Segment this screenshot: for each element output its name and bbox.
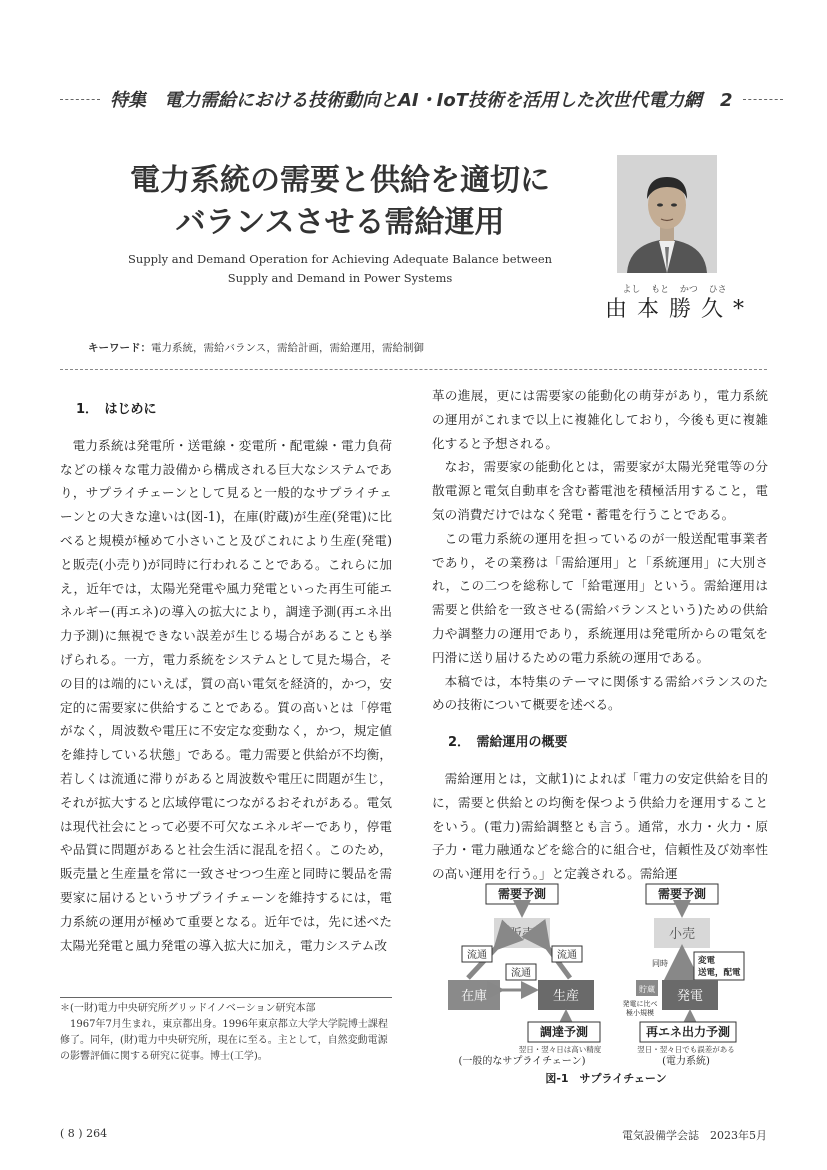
column-right (432, 384, 768, 886)
keywords-list: 電力系統，需給バランス，需給計画，需給運用，需給制御 (151, 342, 424, 354)
left-demand-forecast: 需要予測 (497, 887, 547, 901)
ruby-4: ひさ (708, 285, 727, 295)
right-re-note: 翌日・翌々日でも誤差がある (637, 1045, 735, 1054)
paragraph: 電力系統は発電所・送電線・変電所・配電線・電力負荷などの様々な電力設備から構成される巨大なシステムであり，サプライチェーンとして見ると一般的なサプライチェーンとの大きな違いは(図-1)，在庫(貯蔵)が生産(発電)に比べると規模が極めて小さいこと及びこれにより生産(発電)と販売(小売り)が同時に行われることである。これらに加え，近年では，太陽光発電や風力発電といった再生可能エネルギー(再エネ)の導入の拡大により，調達予測(再エネ出力予測)に無視できない誤差が生じる場合があることも挙げられる。一方，電力系統をシステムとして見た場合，その目的は端的にいえば，質の高い電気を経済的，かつ，安定的に需要家に供給することである。質の高いとは「停電がなく，周波数や電圧に不安定な変動なく，かつ，規定値を維持している状態」である。電力需要と供給が不均衡，若しくは流通に滞りがあると周波数や電圧に問題が生じ，それが拡大すると広域停電につながるおそれがある。電気は現代社会にとって必要不可欠なエネルギーであり，停電や品質に問題があると社会生活に混乱を招く。このため，販売量と生産量を常に一致させつつ生産と同時に製品を需要家に届けるというサプライチェーンを維持するには，電力系統の運用が極めて重要となる。近年では，先に述べた太陽光発電と風力発電の導入拡大に加え，電力システム改 (60, 437, 392, 953)
right-storage: 貯蔵 (639, 985, 655, 994)
ruby-3: かつ (679, 285, 698, 295)
left-flow-1: 流通 (467, 950, 487, 961)
right-retail: 小売 (668, 927, 696, 942)
journal-name: 電気設備学会誌 2023年5月 (622, 1129, 767, 1142)
ruby-1: よし (622, 285, 641, 295)
author-photo (617, 155, 717, 273)
title-line2: バランスさせる需給運用 (175, 205, 505, 240)
paragraph: なお，需要家の能動化とは，需要家が太陽光発電等の分散電源と電気自動車を含む蓄電池を積極活用すること，電気の消費だけではなく発電・蓄電を行うことである。 (432, 459, 768, 522)
footnote (60, 1001, 392, 1065)
right-storage-note-1: 発電に比べ (622, 1000, 658, 1008)
page-number: ( 8 ) 264 (60, 1127, 108, 1140)
left-production: 生産 (552, 989, 580, 1004)
left-sales: 販売 (508, 927, 536, 942)
section-1-heading: 1． はじめに (76, 402, 157, 417)
left-flow-2: 流通 (557, 950, 577, 961)
column-left (60, 398, 392, 957)
author-name: 由本勝久* (605, 297, 755, 322)
left-procurement-note: 翌日・翌々日は高い精度 (518, 1045, 602, 1054)
footnote-bio: 1967年7月生まれ，東京都出身。1996年東京都立大学大学院博士課程修了。同年，(財)電力中央研究所，現在に至る。主として，自然変動電源の影響評価に関する研究に従事。博士(工学)。 (60, 1019, 388, 1062)
title-line1: 電力系統の需要と供給を適切に (130, 163, 550, 198)
right-generation: 発電 (676, 989, 704, 1004)
article-title (95, 160, 585, 244)
series-title: 特集 電力需給における技術動向とAI・IoT技術を活用した次世代電力網 2 (110, 90, 733, 111)
right-transform-note-2: 送電，配電 (698, 968, 741, 978)
right-label: (電力系統) (662, 1056, 710, 1067)
english-subtitle: Supply and Demand Operation for Achieving Adequate Balance between Supply and Demand in Power Systems (127, 252, 553, 285)
paragraph: 本稿では，本特集のテーマに関係する需給バランスのための技術について概要を述べる。 (432, 673, 768, 713)
paragraph-continued: 革の進展，更には需要家の能動化の萌芽があり，電力系統の運用がこれまで以上に複雑化しており，今後も更に複雑化すると予想される。 (432, 388, 768, 451)
footnote-rule (60, 997, 392, 998)
figure-1 (440, 882, 772, 1092)
section-2-heading: 2． 需給運用の概要 (448, 735, 568, 751)
left-label: (一般的なサプライチェーン) (458, 1056, 586, 1067)
ruby-2: もと (651, 285, 670, 295)
left-procurement-forecast: 調達予測 (539, 1025, 589, 1039)
paragraph: この電力系統の運用を担っているのが一般送配電事業者であり，その業務は「需給運用」と「系統運用」に大別され，この二つを総称して「給電運用」という。需給運用は需要と供給を一致させる(需給バランスという)ための供給力や調整力の運用であり，系統運用は発電所からの電気を円滑に送り届けるための電力系統の運用である。 (432, 530, 768, 665)
right-simultaneous: 同時 (652, 959, 668, 968)
right-transform-note-1: 変電 (698, 956, 716, 966)
right-re-forecast: 再エネ出力予測 (645, 1025, 731, 1039)
left-inventory: 在庫 (460, 989, 488, 1004)
series-header (60, 86, 767, 112)
dash-left (60, 99, 100, 100)
divider (60, 369, 767, 370)
paragraph: 需給運用とは，文献1)によれば「電力の安定供給を目的に，需要と供給との均衡を保つよう供給力を運用することをいう。(電力)需給調整とも言う。通常，水力・火力・原子力・電力融通などを総合的に組合せ，信頼性及び効率性の高い運用を行う。」と定義される。需給運 (432, 770, 768, 882)
dash-right (743, 99, 783, 100)
right-demand-forecast: 需要予測 (657, 887, 707, 901)
left-flow-3: 流通 (511, 968, 531, 979)
footnote-affiliation: ＊(一財)電力中央研究所グリッドイノベーション研究本部 (60, 1003, 316, 1014)
figure-caption: 図-1 サプライチェーン (545, 1072, 667, 1085)
keywords-label: キーワード： (88, 342, 151, 354)
right-storage-note-2: 極小規模 (626, 1009, 654, 1017)
keywords (88, 340, 424, 355)
